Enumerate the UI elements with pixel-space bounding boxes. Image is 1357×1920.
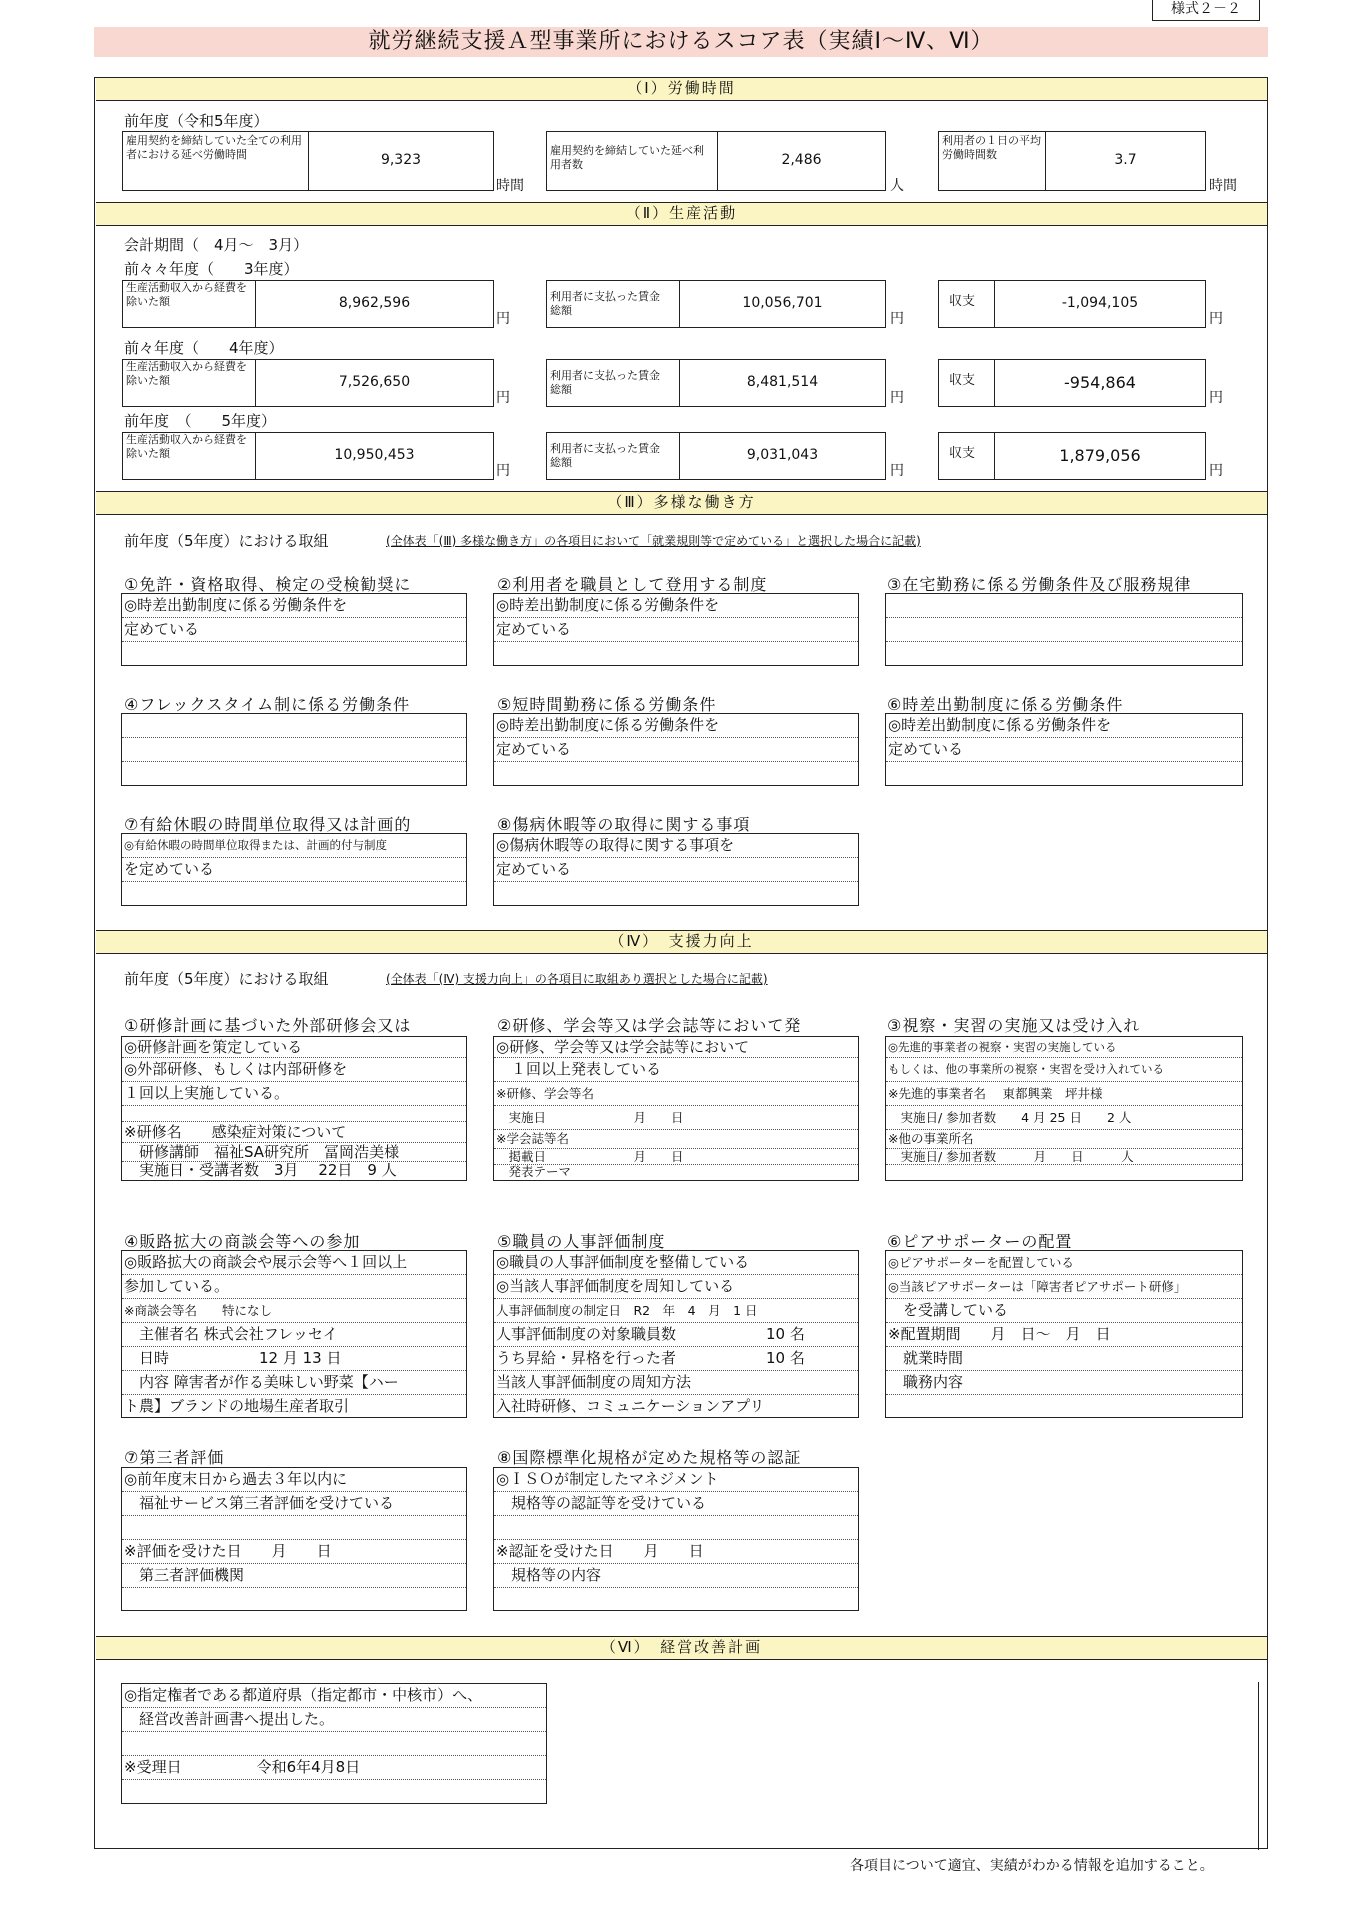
sec4-item-heading: ⑤職員の人事評価制度 (497, 1232, 666, 1251)
sec3-item-box (121, 713, 467, 786)
sec4-item-row: ◎当該ピアサポーターは「障害者ピアサポート研修」 (886, 1275, 1242, 1299)
sec2-wages-label: 利用者に支払った賃金総額 (550, 442, 660, 469)
sec6-row (122, 1780, 546, 1804)
sec2-wages-box (546, 432, 886, 480)
sec2-balance-label: 収支 (949, 294, 976, 309)
sec3-item-row (494, 642, 858, 666)
sec2-unit: 円 (890, 390, 904, 406)
section-header-management-plan: （Ⅵ） 経営改善計画 (96, 1636, 1267, 1660)
sec4-item-row (494, 1516, 858, 1540)
sec4-item-row: 第三者評価機関 (122, 1564, 466, 1588)
sec2-balance-box (938, 432, 1206, 480)
sec2-income-label: 生産活動収入から経費を除いた額 (126, 433, 247, 460)
sec3-item-box (493, 593, 859, 666)
sec3-item-row: ◎時差出勤制度に係る労働条件を (494, 594, 858, 618)
sec2-wages-label: 利用者に支払った賃金総額 (550, 369, 660, 396)
sec4-item-row: 就業時間 (886, 1347, 1242, 1371)
sec1-avg-hours-value: 3.7 (1114, 152, 1137, 168)
sec3-item-row (122, 762, 466, 786)
sec4-item-box (121, 1036, 467, 1181)
sec4-item-row (122, 1106, 466, 1122)
sec4-item-heading: ⑥ピアサポーターの配置 (887, 1232, 1073, 1251)
right-margin-line (1258, 1682, 1259, 1850)
sec2-balance-label: 収支 (949, 373, 976, 388)
sec4-item-row: ※評価を受けた日 月 日 (122, 1540, 466, 1564)
sec3-intro-note: (全体表「(Ⅲ) 多様な働き方」の各項目において「就業規則等で定めている」と選択した場合に記載) (386, 534, 921, 548)
sec3-item-row: ◎時差出勤制度に係る労働条件を (122, 594, 466, 618)
sec4-item-row: 主催者名 株式会社フレッセイ (122, 1323, 466, 1347)
sec3-item-row: ◎有給休暇の時間単位取得または、計画的付与制度 (122, 834, 466, 858)
sec3-item-row: ◎時差出勤制度に係る労働条件を (886, 714, 1242, 738)
sec2-unit: 円 (1209, 463, 1223, 479)
sec4-item-row (122, 1588, 466, 1612)
section-header-labor-hours: （Ⅰ）労働時間 (96, 77, 1267, 101)
sec1-users-value: 2,486 (781, 152, 822, 168)
sec4-item-row: 掲載日 月 日 (494, 1149, 858, 1165)
footer-note: 各項目について適宜、実績がわかる情報を追加すること。 (850, 1858, 1214, 1874)
sec3-item-heading: ⑥時差出勤制度に係る労働条件 (887, 695, 1124, 714)
sec4-item-heading: ⑦第三者評価 (124, 1448, 225, 1467)
sec2-balance-value: -954,864 (1064, 373, 1136, 392)
sec6-row (122, 1732, 546, 1756)
sec4-item-row: ◎ＩＳＯが制定したマネジメント (494, 1468, 858, 1492)
sec4-item-heading: ④販路拡大の商談会等への参加 (124, 1232, 361, 1251)
sec4-item-row: ◎外部研修、もしくは内部研修を (122, 1058, 466, 1082)
sec3-item-row (886, 618, 1242, 642)
sec4-item-row: ◎前年度末日から過去３年以内に (122, 1468, 466, 1492)
sec4-item-row: うち昇給・昇格を行った者 10 名 (494, 1347, 858, 1371)
sec4-item-row: 人事評価制度の対象職員数 10 名 (494, 1323, 858, 1347)
sec3-item-row (122, 642, 466, 666)
sec4-item-row: ◎職員の人事評価制度を整備している (494, 1251, 858, 1275)
sec2-unit: 円 (890, 311, 904, 327)
sec2-unit: 円 (1209, 390, 1223, 406)
sec4-item-heading: ②研修、学会等又は学会誌等において発 (497, 1016, 802, 1035)
sec4-item-row: 入社時研修、コミュニケーションアプリ (496, 1397, 765, 1415)
sec3-item-box (493, 713, 859, 786)
sec2-wages-label: 利用者に支払った賃金総額 (550, 290, 660, 317)
sec3-item-heading: ②利用者を職員として登用する制度 (497, 575, 768, 594)
sec4-item-row: ◎販路拡大の商談会や展示会等へ１回以上 (122, 1251, 466, 1275)
sec1-users-unit: 人 (890, 178, 904, 194)
sec6-box (121, 1683, 547, 1804)
sec2-unit: 円 (496, 311, 510, 327)
sec4-item-heading: ③視察・実習の実施又は受け入れ (887, 1016, 1141, 1035)
sec3-item-row: 定めている (494, 858, 858, 882)
sec4-item-box (121, 1467, 467, 1611)
sec4-item-heading: ⑧国際標準化規格が定めた規格等の認証 (497, 1448, 802, 1467)
sec2-balance-value: 1,879,056 (1059, 446, 1141, 465)
sec2-income-value: 7,526,650 (338, 374, 411, 390)
sec2-year-label: 前々々年度（ 3年度） (124, 260, 299, 278)
sec2-income-box (122, 432, 494, 480)
sec1-total-hours-value: 9,323 (380, 152, 422, 168)
sec3-item-row: 定めている (122, 618, 466, 642)
sec4-item-row (494, 1588, 858, 1612)
sec4-item-box (885, 1036, 1243, 1181)
sec4-item-heading: ①研修計画に基づいた外部研修会又は (124, 1016, 412, 1035)
sec2-balance-box (938, 280, 1206, 328)
sec1-users-box (546, 131, 886, 191)
sec4-item-row: 実施日/ 参加者数 4 月 25 日 2 人 (886, 1106, 1242, 1130)
sec4-item-box (493, 1250, 859, 1418)
sec1-total-hours-unit: 時間 (496, 178, 524, 194)
page-title: 就労継続支援Ａ型事業所におけるスコア表（実績Ⅰ～Ⅳ、Ⅵ） (94, 27, 1268, 57)
sec3-item-row: 定めている (494, 618, 858, 642)
sec4-item-row (886, 1395, 1242, 1419)
sec2-period: 会計期間（ 4月～ 3月） (124, 236, 309, 254)
sec4-item-row: 実施日 月 日 (494, 1106, 858, 1130)
sec3-item-row (886, 594, 1242, 618)
sec2-income-box (122, 359, 494, 407)
sec1-users-label: 雇用契約を締結していた延べ利用者数 (550, 144, 704, 171)
sec2-balance-label: 収支 (949, 446, 976, 461)
sec4-item-row: ※学会誌等名 (494, 1130, 858, 1149)
sec6-row: ◎指定権者である都道府県（指定都市・中核市）へ、 (122, 1684, 546, 1708)
sec3-item-row (494, 762, 858, 786)
sec4-item-row: ◎当該人事評価制度を周知している (494, 1275, 858, 1299)
sec2-income-label: 生産活動収入から経費を除いた額 (126, 360, 247, 387)
sec4-item-row: ◎先進的事業者の視察・実習の実施している (886, 1037, 1242, 1058)
sec3-item-row: 定めている (494, 738, 858, 762)
sec3-item-row (494, 882, 858, 906)
sec3-item-heading: ④フレックスタイム制に係る労働条件 (124, 695, 411, 714)
sec3-item-row (122, 738, 466, 762)
sec2-income-value: 8,962,596 (338, 295, 411, 311)
sec4-item-row: １回以上実施している。 (122, 1082, 466, 1106)
sec4-item-row: 内容 障害者が作る美味しい野菜【ハー (122, 1371, 466, 1395)
sec4-item-row: 当該人事評価制度の周知方法 (494, 1371, 858, 1395)
sec4-item-row: ◎研修計画を策定している (122, 1037, 466, 1058)
sec4-item-row: 発表テーマ (496, 1164, 572, 1179)
sec4-item-row: もしくは、他の事業所の視察・実習を受け入れている (886, 1058, 1242, 1082)
sec4-item-row: を受講している (886, 1299, 1242, 1323)
sec4-item-row: 職務内容 (886, 1371, 1242, 1395)
sec4-item-row: ※他の事業所名 (886, 1130, 1242, 1149)
sec4-item-row: 福祉サービス第三者評価を受けている (122, 1492, 466, 1516)
section-header-production: （Ⅱ）生産活動 (96, 202, 1267, 226)
sec4-item-row: ※研修、学会等名 (494, 1082, 858, 1106)
sec4-item-row: ト農】ブランドの地場生産者取引 (124, 1397, 350, 1415)
sec2-income-label: 生産活動収入から経費を除いた額 (126, 281, 247, 308)
sec4-item-row: ◎ピアサポーターを配置している (886, 1251, 1242, 1275)
sec3-item-heading: ③在宅勤務に係る労働条件及び服務規律 (887, 575, 1192, 594)
sec2-unit: 円 (496, 463, 510, 479)
sec3-item-box (121, 593, 467, 666)
sec4-item-row: 実施日・受講者数 3月 22日 9 人 (124, 1161, 397, 1179)
sec3-item-row: ◎傷病休暇等の取得に関する事項を (494, 834, 858, 858)
sec2-year-label: 前々年度（ 4年度） (124, 339, 284, 357)
sec3-item-heading: ⑦有給休暇の時間単位取得又は計画的 (124, 815, 412, 834)
sec1-avg-hours-unit: 時間 (1209, 178, 1237, 194)
sec4-item-row: ※研修名 感染症対策について (122, 1122, 466, 1143)
sec4-item-box (121, 1250, 467, 1418)
sec2-unit: 円 (890, 463, 904, 479)
sec2-wages-value: 8,481,514 (746, 374, 819, 390)
sec2-wages-box (546, 280, 886, 328)
sec4-item-box (885, 1250, 1243, 1418)
sec4-item-row: 研修講師 福祉SA研究所 冨岡浩美様 (122, 1143, 466, 1162)
section-header-diverse-work: （Ⅲ）多様な働き方 (96, 491, 1267, 515)
sec3-item-row (122, 882, 466, 906)
sec2-wages-value: 9,031,043 (746, 447, 819, 463)
sec4-item-row: 規格等の内容 (494, 1564, 858, 1588)
sec4-item-row: ※先進的事業者名 東都興業 坪井様 (886, 1082, 1242, 1106)
sec1-total-hours-label: 雇用契約を締結していた全ての利用者における延べ労働時間 (126, 134, 302, 161)
sec1-avg-hours-box (938, 131, 1206, 191)
sec4-item-row: ※配置期間 月 日～ 月 日 (886, 1323, 1242, 1347)
sec6-row: 経営改善計画書へ提出した。 (122, 1708, 546, 1732)
sec4-item-row: ※商談会等名 特になし (122, 1299, 466, 1323)
form-number: 様式２－２ (1152, 0, 1260, 21)
sec4-item-row: 実施日/ 参加者数 月 日 人 (886, 1149, 1242, 1165)
sec4-intro-label: 前年度（5年度）における取組 (124, 970, 329, 988)
sec2-balance-value: -1,094,105 (1061, 295, 1139, 311)
sec3-item-box (885, 593, 1243, 666)
sec4-item-row: 日時 12 月 13 日 (122, 1347, 466, 1371)
sec1-avg-hours-label: 利用者の１日の平均労働時間数 (942, 134, 1041, 161)
sec2-wages-value: 10,056,701 (742, 295, 823, 311)
sec2-income-value: 10,950,453 (334, 447, 415, 463)
sec2-unit: 円 (1209, 311, 1223, 327)
sec2-wages-box (546, 359, 886, 407)
sec3-item-box (493, 833, 859, 906)
sec4-item-box (493, 1467, 859, 1611)
sec4-item-row: 人事評価制度の制定日 R2 年 4 月 1 日 (494, 1299, 858, 1323)
sec3-item-box (885, 713, 1243, 786)
sec4-item-row: ◎研修、学会等又は学会誌等において (494, 1037, 858, 1058)
sec4-item-row: 参加している。 (122, 1275, 466, 1299)
sec2-year-label: 前年度 （ 5年度） (124, 412, 277, 430)
sec4-item-box (493, 1036, 859, 1181)
sec3-item-heading: ⑧傷病休暇等の取得に関する事項 (497, 815, 751, 834)
sec1-year-label: 前年度（令和5年度） (124, 112, 269, 130)
sec4-item-row: １回以上発表している (494, 1058, 858, 1082)
sec2-income-box (122, 280, 494, 328)
sec1-total-hours-box (122, 131, 494, 191)
sec4-item-row (122, 1516, 466, 1540)
sec4-intro-note: (全体表「(Ⅳ) 支援力向上」の各項目に取組あり選択とした場合に記載) (386, 972, 768, 986)
sec4-item-row (886, 1165, 1242, 1180)
sec2-balance-box (938, 359, 1206, 407)
sec3-item-row (886, 762, 1242, 786)
sec3-item-row (886, 642, 1242, 666)
sec3-item-row: 定めている (886, 738, 1242, 762)
sec3-item-heading: ⑤短時間勤務に係る労働条件 (497, 695, 717, 714)
sec4-item-row: 規格等の認証等を受けている (494, 1492, 858, 1516)
sec2-unit: 円 (496, 390, 510, 406)
sec3-item-row (122, 714, 466, 738)
section-header-support-capability: （Ⅳ） 支援力向上 (96, 930, 1267, 954)
sec3-item-row: ◎時差出勤制度に係る労働条件を (494, 714, 858, 738)
sec3-item-heading: ①免許・資格取得、検定の受検勧奨に (124, 575, 412, 594)
sec4-item-row: ※認証を受けた日 月 日 (494, 1540, 858, 1564)
sec3-item-box (121, 833, 467, 906)
sec6-row: ※受理日 令和6年4月8日 (122, 1756, 546, 1780)
sec3-intro-label: 前年度（5年度）における取組 (124, 532, 329, 550)
sec3-item-row: を定めている (122, 858, 466, 882)
